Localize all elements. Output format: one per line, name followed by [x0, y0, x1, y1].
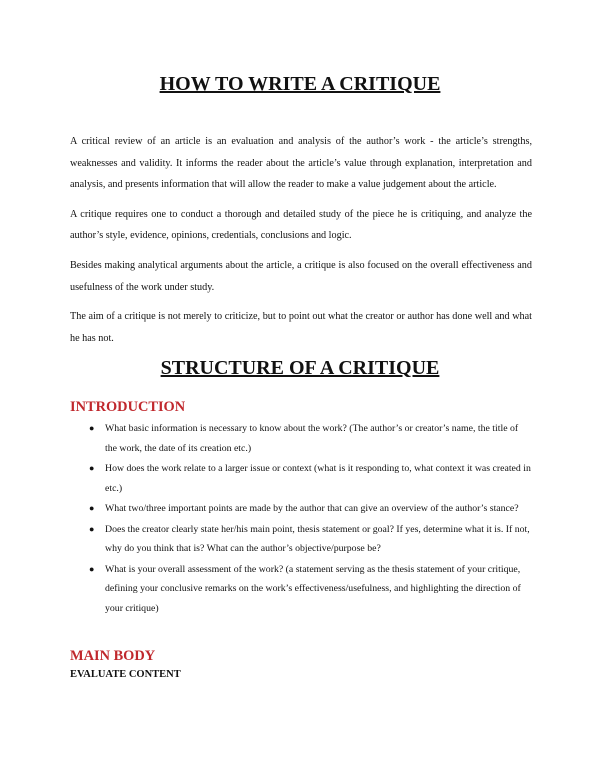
bullet-icon: ● [89, 503, 95, 513]
list-item-text: What two/three important points are made by the author that can give an overview of the author’s stance? [105, 503, 519, 514]
list-item [70, 520, 532, 559]
list-item-text: How does the work relate to a larger issue or context (what is it responding to, what context it was created in etc.) [105, 463, 531, 494]
list-item-text: Does the creator clearly state her/his main point, thesis statement or goal? If yes, determine what it is. If not, why do you think that is? What can the author’s objective/purpose be? [105, 523, 530, 554]
bullet-icon: ● [89, 523, 95, 534]
list-item-text: What is your overall assessment of the work? (a statement serving as the thesis statement of your critique, defining your conclusive remarks on the work’s effectiveness/usefulness, and highlighting the direction of your critique) [105, 563, 521, 614]
paragraph: Besides making analytical arguments about the article, a critique is also focused on the overall effectiveness and usefulness of the work under study. [70, 259, 532, 293]
list-item [70, 459, 532, 498]
list-item-text: What basic information is necessary to know about the work? (The author’s or creator’s name, the title of the work, the date of its creation etc.) [105, 423, 519, 454]
bullet-icon: ● [89, 463, 95, 473]
list-item [70, 419, 532, 458]
introduction-heading: INTRODUCTION [70, 399, 186, 415]
intro-paragraphs [70, 131, 532, 357]
bullet-icon: ● [89, 423, 95, 433]
page-title: HOW TO WRITE A CRITIQUE [159, 73, 441, 95]
structure-title: STRUCTURE OF A CRITIQUE [160, 357, 440, 379]
list-item [70, 560, 532, 619]
paragraph: A critical review of an article is an evaluation and analysis of the author’s work - the article’s strengths, weaknesses and validity. It informs the reader about the article’s value through explanation, interpretation and analysis, and presents information that will allow the reader to make a value judgement about the article. [70, 136, 532, 191]
evaluate-content-subheading: EVALUATE CONTENT [70, 669, 181, 680]
paragraph: The aim of a critique is not merely to criticize, but to point out what the creator or author has done well and what he has not. [70, 311, 532, 344]
introduction-bullet-list [70, 419, 532, 619]
paragraph: A critique requires one to conduct a thorough and detailed study of the piece he is critiquing, and analyze the author’s style, evidence, opinions, credentials, conclusions and logic. [70, 208, 532, 242]
list-item [70, 499, 532, 519]
bullet-icon: ● [89, 563, 95, 574]
main-body-heading: MAIN BODY [70, 648, 156, 664]
